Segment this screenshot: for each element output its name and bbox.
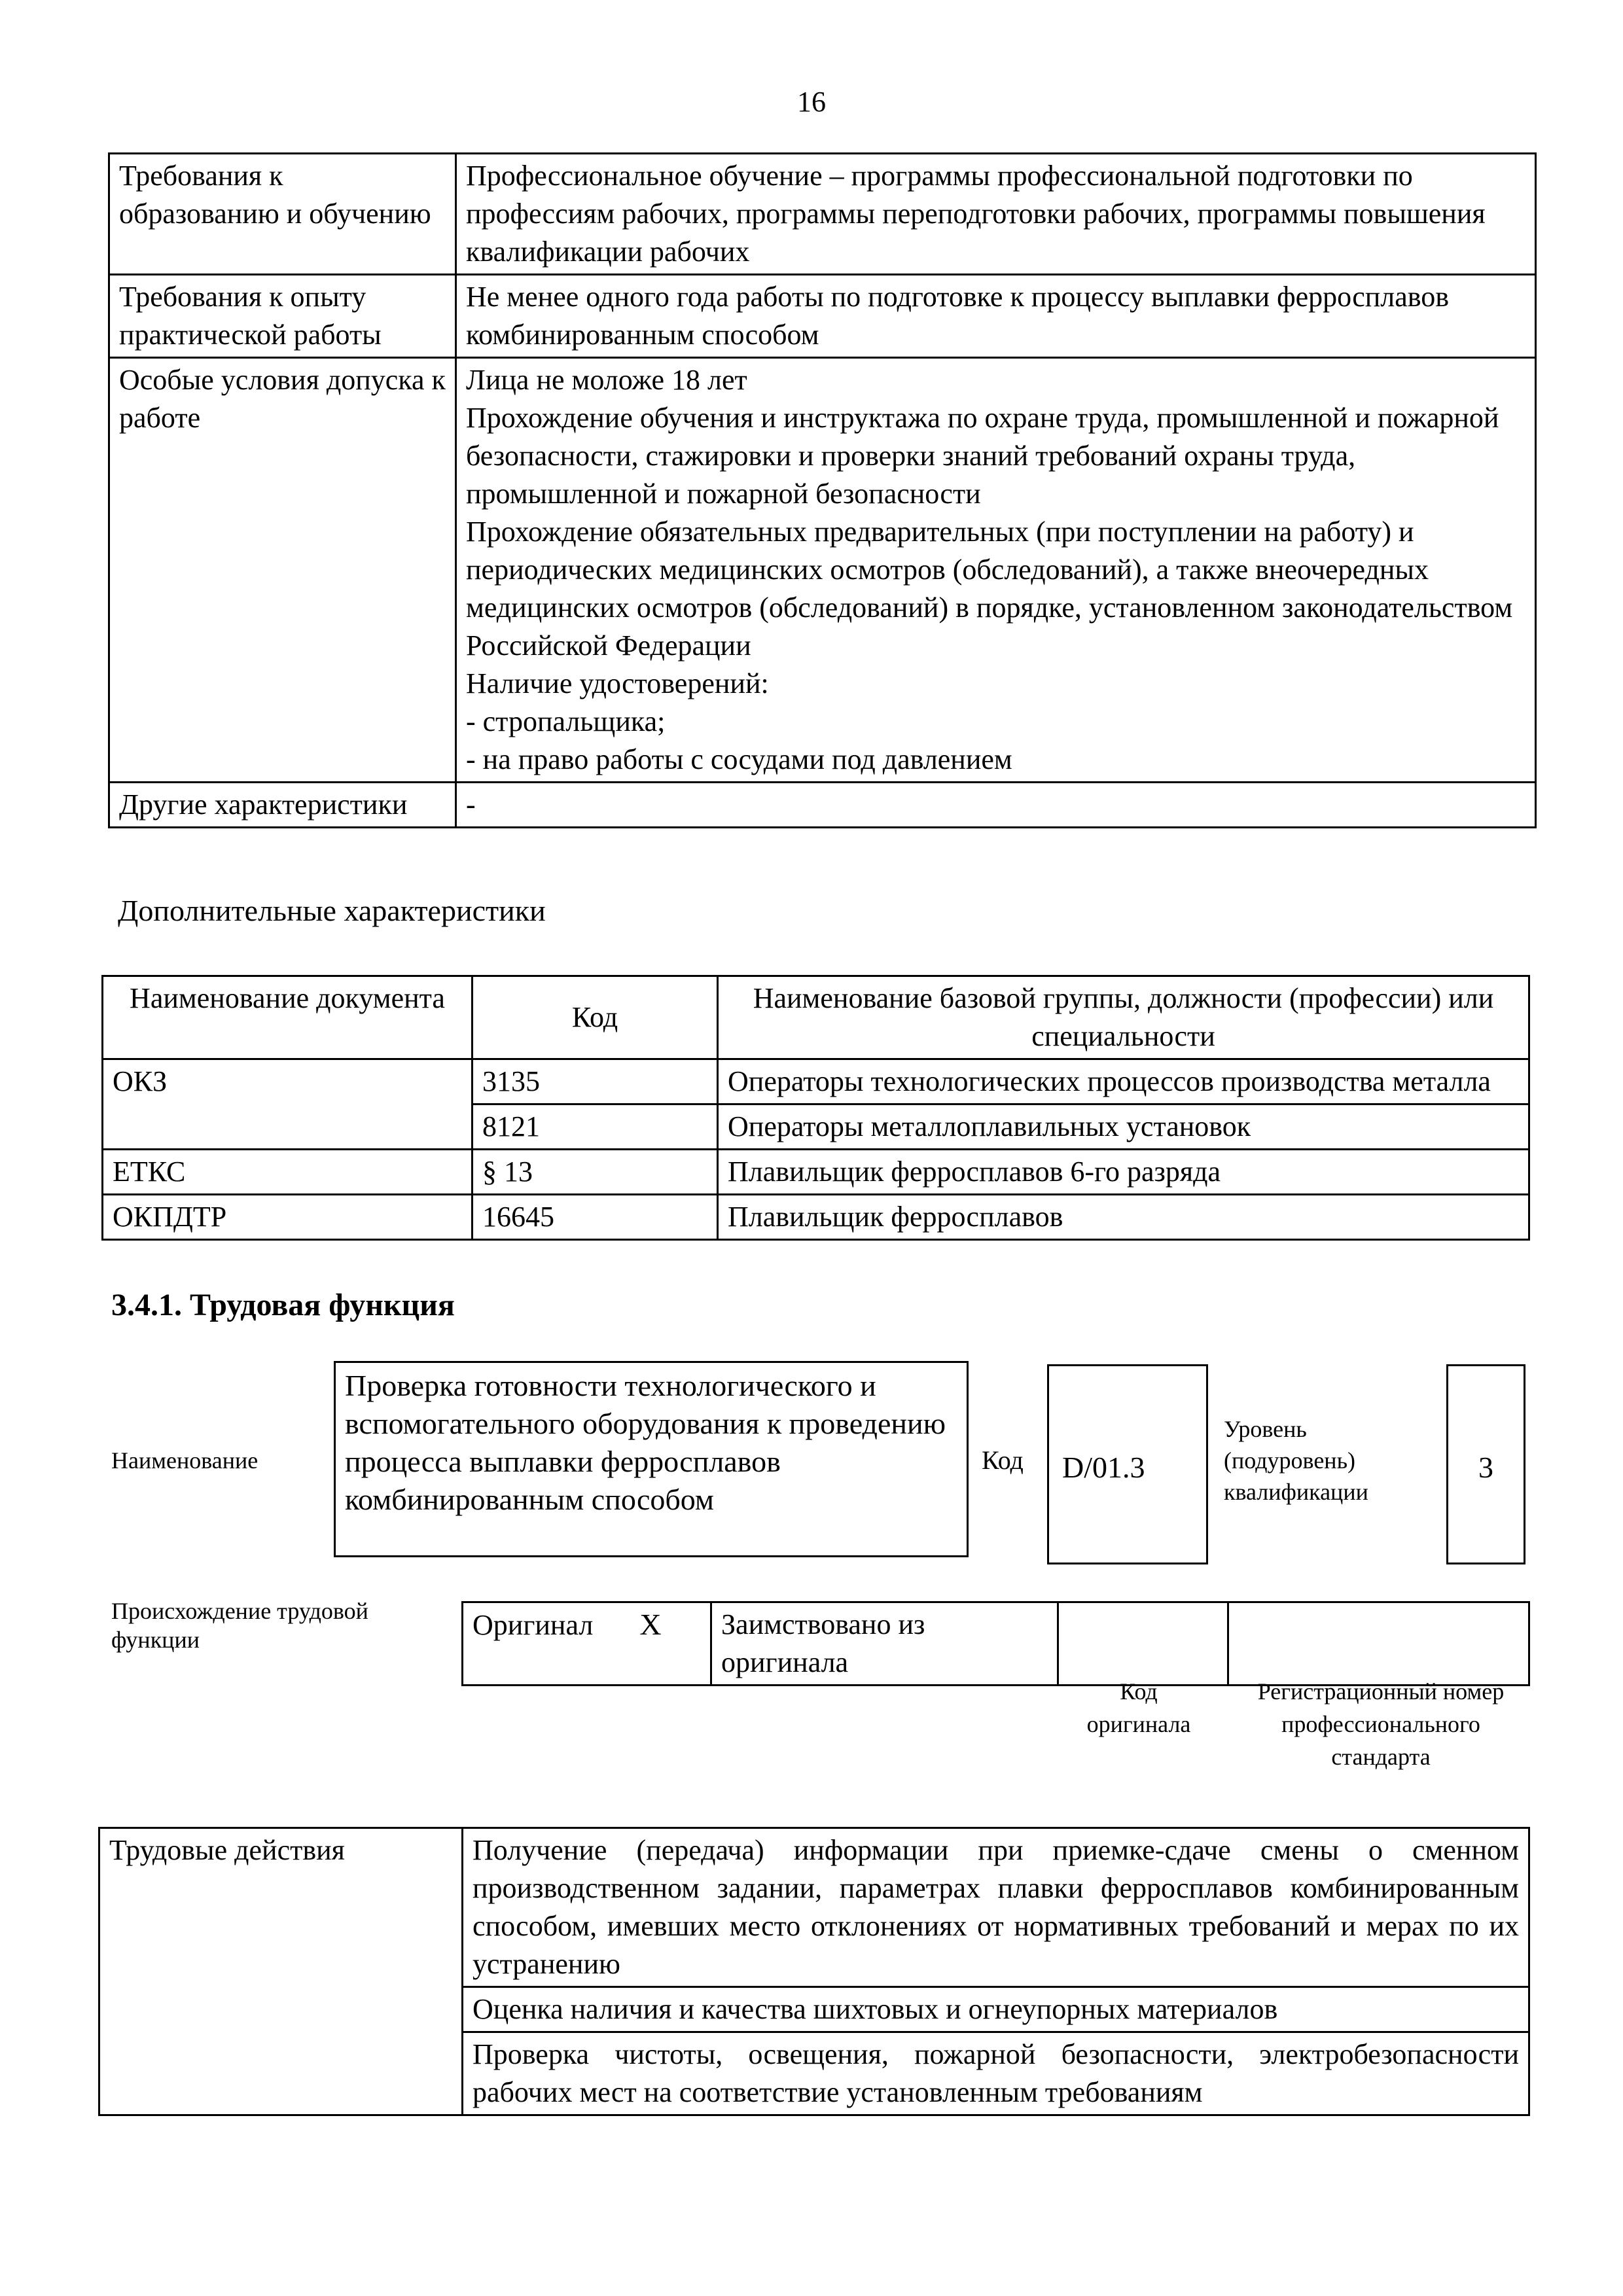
table-row — [99, 1828, 1529, 1987]
table-row — [109, 783, 1536, 828]
origin-code-cell — [1058, 1602, 1228, 1686]
section-heading: 3.4.1. Трудовая функция — [111, 1288, 455, 1322]
code-cell: 3135 — [473, 1059, 718, 1104]
name-cell: Операторы технологических процессов производства металла — [718, 1059, 1529, 1104]
additional-table — [101, 975, 1530, 1241]
requirement-value: - — [456, 783, 1536, 828]
table-row — [109, 275, 1536, 358]
additional-title: Дополнительные характеристики — [118, 894, 546, 927]
requirement-line: Лица не моложе 18 лет — [466, 364, 747, 396]
actions-label: Трудовые действия — [99, 1828, 463, 2115]
function-code-label: Код — [982, 1445, 1024, 1475]
function-name-box: Проверка готовности технологического и вспомогательного оборудования к проведению процесса выплавки ферросплавов комбинированным способом — [334, 1361, 969, 1557]
origin-borrowed-cell: Заимствовано из оригинала — [711, 1602, 1058, 1686]
qualification-level: 3 — [1478, 1451, 1493, 1484]
requirement-line: - на право работы с сосудами под давлением — [466, 743, 1012, 775]
requirement-line: - стропальщика; — [466, 705, 666, 737]
name-cell: Плавильщик ферросплавов — [718, 1195, 1529, 1240]
requirement-line: Прохождение обязательных предварительных (при поступлении на работу) и периодических медицинских осмотров (обследований), а также внеочередных медицинских осмотров (обследований) в порядке, установленном законодательством Российской Федерации — [466, 516, 1513, 662]
origin-reg-cell — [1228, 1602, 1529, 1686]
doc-cell: ОКПДТР — [103, 1195, 473, 1240]
requirement-value — [456, 358, 1536, 783]
table-header-row — [103, 976, 1529, 1059]
table-row — [463, 1602, 1529, 1686]
page-number: 16 — [797, 86, 826, 118]
requirement-label: Другие характеристики — [109, 783, 456, 828]
origin-label: Происхождение трудовой функции — [111, 1598, 368, 1653]
origin-table — [461, 1601, 1530, 1686]
column-header: Код — [473, 976, 718, 1059]
qualification-level-label: Уровень (подуровень) квалификации — [1224, 1416, 1368, 1505]
requirements-table — [108, 152, 1537, 828]
doc-cell: ОКЗ — [103, 1059, 473, 1150]
origin-original-cell — [463, 1602, 711, 1686]
requirement-line: Наличие удостоверений: — [466, 667, 769, 699]
requirement-label: Требования к образованию и обучению — [109, 154, 456, 275]
requirement-line: Прохождение обучения и инструктажа по охране труда, промышленной и пожарной безопасности, стажировки и проверки знаний требований охраны труда, промышленной и пожарной безопасности — [466, 402, 1499, 510]
name-cell: Плавильщик ферросплавов 6-го разряда — [718, 1150, 1529, 1195]
table-row — [103, 1059, 1529, 1104]
actions-table — [98, 1827, 1530, 2116]
action-item: Оценка наличия и качества шихтовых и огнеупорных материалов — [463, 1987, 1529, 2032]
action-item: Проверка чистоты, освещения, пожарной безопасности, электробезопасности рабочих мест на соответствие установленным требованиям — [463, 2032, 1529, 2115]
column-header: Наименование базовой группы, должности (профессии) или специальности — [718, 976, 1529, 1059]
qualification-level-box — [1446, 1364, 1525, 1564]
requirement-label: Особые условия допуска к работе — [109, 358, 456, 783]
code-cell: 8121 — [473, 1104, 718, 1150]
origin-mark: X — [639, 1608, 662, 1641]
table-row — [109, 154, 1536, 275]
requirement-value: Не менее одного года работы по подготовке к процессу выплавки ферросплавов комбинированным способом — [456, 275, 1536, 358]
origin-original-label: Оригинал — [473, 1609, 594, 1641]
table-row — [109, 358, 1536, 783]
code-cell: 16645 — [473, 1195, 718, 1240]
function-code-box — [1047, 1364, 1208, 1564]
action-item: Получение (передача) информации при приемке-сдаче смены о сменном производственном задании, параметрах плавки ферросплавов комбинированным способом, имевших место отклонениях от нормативных требований и мерах по их устранению — [463, 1828, 1529, 1987]
origin-code-caption: Код оригинала — [1086, 1678, 1191, 1737]
column-header: Наименование документа — [103, 976, 473, 1059]
origin-reg-caption: Регистрационный номер профессионального стандарта — [1257, 1678, 1505, 1770]
function-code: D/01.3 — [1062, 1451, 1145, 1484]
table-row — [103, 1150, 1529, 1195]
function-name-label: Наименование — [111, 1447, 259, 1474]
name-cell: Операторы металлоплавильных установок — [718, 1104, 1529, 1150]
code-cell: § 13 — [473, 1150, 718, 1195]
requirement-value: Профессиональное обучение – программы профессиональной подготовки по профессиям рабочих, программы переподготовки рабочих, программы повышения квалификации рабочих — [456, 154, 1536, 275]
requirement-label: Требования к опыту практической работы — [109, 275, 456, 358]
doc-cell: ЕТКС — [103, 1150, 473, 1195]
table-row — [103, 1195, 1529, 1240]
